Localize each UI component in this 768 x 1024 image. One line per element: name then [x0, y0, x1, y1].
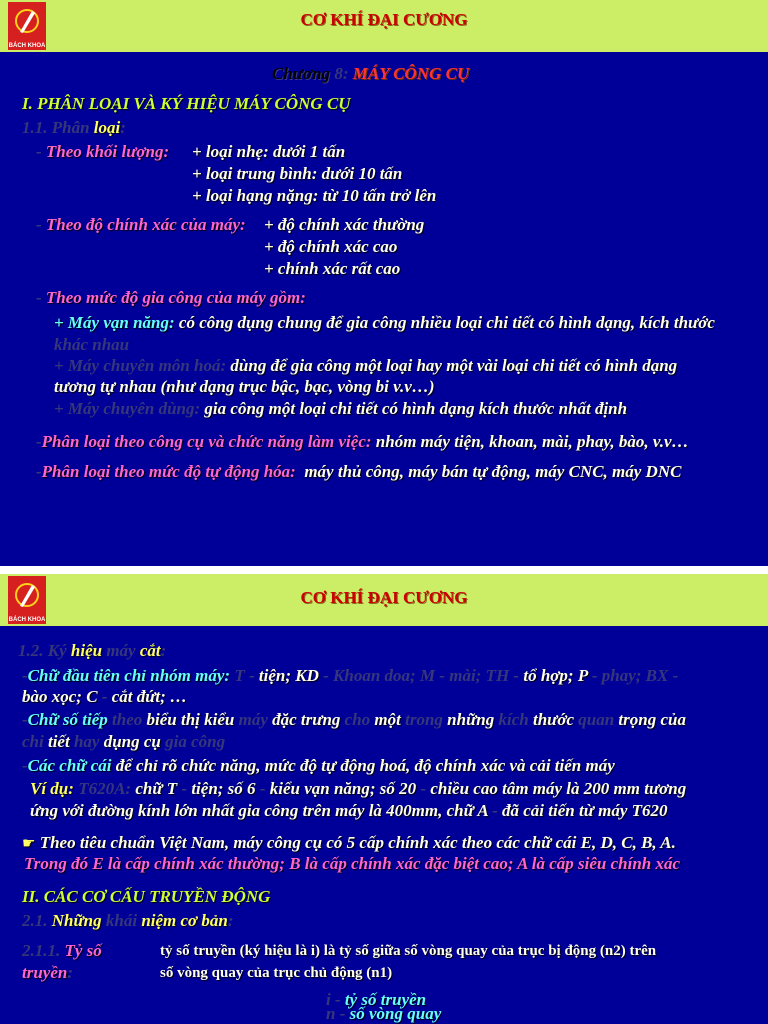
- subsection-keyword: niệm cơ bản: [141, 911, 228, 930]
- first-letter-line-cont: [22, 687, 187, 707]
- digits-part: thước: [532, 710, 574, 729]
- subsection-word: máy: [106, 641, 136, 660]
- digits-part: biểu thị kiểu: [146, 710, 235, 729]
- weight-item: + loại nhẹ: dưới 1 tấn: [192, 142, 346, 161]
- letters-text: để chỉ rõ chức năng, mức độ tự động hoá, độ chính xác và cải tiến máy: [115, 756, 615, 775]
- subsection-number: 1.2. Ký: [18, 641, 67, 660]
- pointing-hand-icon: ☛: [22, 834, 36, 852]
- specialized-machine-desc: dùng để gia công một loại hay một vài loại chi tiết có hình dạng: [230, 356, 678, 375]
- bullet-dash: -: [36, 432, 42, 451]
- digits-part: những: [447, 710, 495, 729]
- tool-classification-value: nhóm máy tiện, khoan, mài, phay, bào, v.v…: [375, 432, 689, 451]
- legend-symbol: i -: [326, 990, 341, 1009]
- example-part: đã cải tiến từ máy T620: [502, 801, 668, 820]
- example-part: -: [259, 779, 266, 798]
- ratio-term: [22, 941, 102, 961]
- digits-part: kích: [498, 710, 529, 729]
- first-letter-label: Chữ đầu tiên chỉ nhóm máy:: [27, 666, 231, 685]
- code-part: bào xọc; C: [22, 687, 98, 706]
- subsection-heading: [22, 118, 126, 138]
- legend-symbol: n -: [326, 1004, 346, 1023]
- example-label: Ví dụ:: [30, 779, 74, 798]
- slide-2: [0, 574, 768, 1024]
- subsection-number: 2.1.: [22, 911, 48, 930]
- example-part: -: [420, 779, 427, 798]
- digits-part: cho: [344, 710, 371, 729]
- dedicated-machine-line: [54, 399, 627, 419]
- subsection-colon: :: [160, 641, 167, 660]
- slide-header: [0, 0, 768, 52]
- processing-label-text: Theo mức độ gia công của máy gồm:: [45, 288, 306, 307]
- subsection-keyword: hiệu: [70, 641, 103, 660]
- subsection-colon: :: [227, 911, 234, 930]
- chapter-heading: [272, 64, 469, 84]
- digits-part: trọng của: [618, 710, 686, 729]
- weight-item: + loại hạng nặng: từ 10 tấn trở lên: [192, 186, 437, 205]
- bullet-dash: -: [36, 215, 42, 234]
- standard-note-detail: Trong đó E là cấp chính xác thường; B là cấp chính xác đặc biệt cao; A là cấp siêu chính xác: [24, 854, 681, 873]
- universal-machine-desc-cont: khác nhau: [54, 335, 130, 354]
- digits-part: quan: [578, 710, 615, 729]
- tool-classification-line: [36, 432, 689, 452]
- subsection-colon: :: [120, 118, 126, 137]
- bullet-dash: -: [22, 666, 28, 685]
- accuracy-label: [36, 215, 246, 235]
- ratio-definition: tỷ số truyền (ký hiệu là i) là tỷ số giữa số vòng quay của trục bị động (n2) trên: [160, 943, 657, 959]
- weight-label: [36, 142, 169, 162]
- digits-part: máy: [238, 710, 268, 729]
- digits-line-cont: [22, 732, 225, 752]
- bullet-dash: -: [36, 462, 42, 481]
- chapter-name: MÁY CÔNG CỤ: [352, 64, 470, 83]
- section-heading: I. PHÂN LOẠI VÀ KÝ HIỆU MÁY CÔNG CỤ: [22, 94, 351, 113]
- digits-part: gia công: [165, 732, 226, 751]
- subsection-keyword: cắt: [139, 641, 161, 660]
- code-part: KD: [295, 666, 319, 685]
- example-part: ứng với đường kính lớn nhất gia công trên máy là 400mm, chữ A: [30, 801, 488, 820]
- bullet-dash: -: [36, 142, 42, 161]
- standard-note-text: Theo tiêu chuẩn Việt Nam, máy công cụ có 5 cấp chính xác theo các chữ cái E, D, C, B, A.: [39, 833, 676, 852]
- bullet-dash: -: [22, 756, 28, 775]
- example-part: chữ T: [135, 779, 178, 798]
- universal-machine-line: [54, 313, 715, 333]
- tool-classification-label: Phân loại theo công cụ và chức năng làm việc:: [41, 432, 372, 451]
- digits-part: trong: [405, 710, 443, 729]
- accuracy-label-text: Theo độ chính xác của máy:: [45, 215, 246, 234]
- course-title: CƠ KHÍ ĐẠI CƯƠNG: [300, 10, 468, 29]
- legend-item: [326, 1004, 441, 1024]
- subsection-heading: [18, 641, 166, 661]
- code-part: - phay; BX -: [591, 666, 679, 685]
- letters-line: [22, 756, 615, 776]
- code-part: - Khoan doa; M - mài; TH -: [323, 666, 520, 685]
- code-part: T -: [234, 666, 255, 685]
- example-line: [30, 779, 686, 799]
- accuracy-item: + chính xác rất cao: [264, 259, 401, 278]
- processing-label: [36, 288, 306, 308]
- digits-part: hay: [73, 732, 100, 751]
- digits-part: chi: [22, 732, 44, 751]
- digits-part: dụng cụ: [103, 732, 161, 751]
- example-part: -: [181, 779, 188, 798]
- digits-label: Chữ số tiếp: [27, 710, 108, 729]
- standard-note: [22, 833, 676, 853]
- example-part: chiều cao tâm máy là 200 mm tương: [430, 779, 687, 798]
- example-part: tiện; số 6: [191, 779, 256, 798]
- code-part: -: [101, 687, 108, 706]
- logo-text: BÁCH KHOA: [8, 617, 46, 623]
- specialized-machine-desc-cont: tương tự nhau (như dạng trục bậc, bạc, vòng bi v.v…): [54, 377, 435, 396]
- legend-meaning: tỷ số truyền: [344, 990, 427, 1009]
- slide-header: [0, 574, 768, 626]
- universal-machine-name: + Máy vạn năng:: [54, 313, 175, 332]
- example-line-cont: [30, 801, 668, 821]
- digits-part: một: [374, 710, 401, 729]
- subsection-number: 1.1. Phân: [22, 118, 90, 137]
- ratio-colon: :: [67, 963, 74, 982]
- automation-classification-line: [36, 462, 681, 482]
- example-part: kiểu vạn năng; số 20: [269, 779, 417, 798]
- specialized-machine-name: + Máy chuyên môn hoá:: [54, 356, 227, 375]
- weight-label-text: Theo khối lượng:: [45, 142, 170, 161]
- example-part: -: [492, 801, 498, 820]
- bullet-dash: -: [22, 710, 28, 729]
- letters-label: Các chữ cái: [27, 756, 112, 775]
- dedicated-machine-desc: gia công một loại chi tiết có hình dạng kích thước nhất định: [204, 399, 628, 418]
- course-title: CƠ KHÍ ĐẠI CƯƠNG: [300, 588, 468, 607]
- code-part: tiện;: [258, 666, 291, 685]
- example-code: T620A:: [78, 779, 132, 798]
- digits-part: tiết: [47, 732, 70, 751]
- accuracy-item: + độ chính xác cao: [264, 237, 398, 256]
- universal-machine-desc: có công dụng chung để gia công nhiều loại chi tiết có hình dạng, kích thước: [178, 313, 715, 332]
- subsection-heading: [22, 911, 234, 931]
- ratio-term-cont: [22, 963, 73, 983]
- code-part: tổ hợp;: [523, 666, 574, 685]
- subsection-word: khái: [105, 911, 138, 930]
- ratio-definition-cont: số vòng quay của trục chủ động (n1): [160, 965, 393, 981]
- digits-line: [22, 710, 686, 730]
- ratio-term-text: Tỷ số: [64, 941, 102, 960]
- ratio-term-text: truyền: [22, 963, 68, 982]
- accuracy-item: + độ chính xác thường: [264, 215, 425, 234]
- code-part: cắt đứt; …: [111, 687, 188, 706]
- code-part: P: [577, 666, 588, 685]
- section-heading: II. CÁC CƠ CẤU TRUYỀN ĐỘNG: [22, 887, 271, 906]
- first-letter-line: [22, 666, 678, 686]
- bullet-dash: -: [36, 288, 42, 307]
- digits-part: đặc trưng: [272, 710, 341, 729]
- automation-classification-value: máy thủ công, máy bán tự động, máy CNC, máy DNC: [304, 462, 682, 481]
- automation-classification-label: Phân loại theo mức độ tự động hóa:: [41, 462, 296, 481]
- specialized-machine-line: [54, 356, 677, 376]
- chapter-number: 8:: [334, 64, 349, 83]
- ratio-number: 2.1.1.: [22, 941, 61, 960]
- weight-item: + loại trung bình: dưới 10 tấn: [192, 164, 403, 183]
- subsection-keyword: Những: [51, 911, 102, 930]
- chapter-prefix: Chương: [272, 64, 331, 83]
- digits-part: theo: [112, 710, 143, 729]
- dedicated-machine-name: + Máy chuyên dùng:: [54, 399, 201, 418]
- logo-text: BÁCH KHOA: [8, 43, 46, 49]
- legend-meaning: số vòng quay: [349, 1004, 442, 1023]
- subsection-keyword: loại: [93, 118, 121, 137]
